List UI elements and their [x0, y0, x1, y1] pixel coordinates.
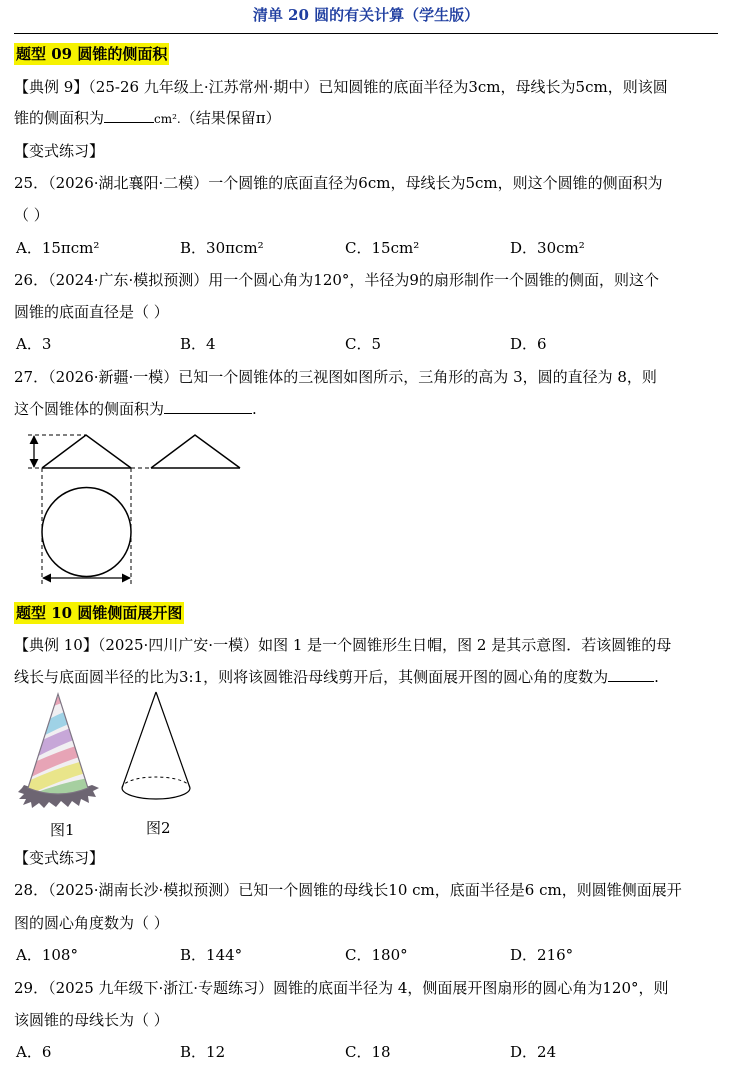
q27-period: . — [252, 400, 257, 418]
example-10-line2 — [14, 667, 659, 687]
example-9-line2 — [14, 108, 281, 129]
q26-choice-d: D．6 — [510, 335, 547, 353]
answer-blank — [104, 108, 154, 123]
q29-choice-c: C．18 — [345, 1043, 391, 1061]
answer-blank — [608, 667, 654, 682]
q28-line2: 图的圆心角度数为（ ） — [14, 914, 169, 932]
top-view-circle — [42, 488, 131, 577]
example-9-text: 锥的侧面积为 — [14, 109, 105, 127]
q25-choice-b: B．30πcm² — [180, 239, 264, 257]
q29-choice-d: D．24 — [510, 1043, 557, 1061]
example-10-period: . — [654, 668, 659, 686]
figure-2-caption: 图2 — [146, 819, 171, 837]
section-10-title: 题型 10 圆锥侧面展开图 — [16, 604, 183, 622]
cone-left-edge — [122, 692, 156, 788]
q26-line1: 26．（2024·广东·模拟预测）用一个圆心角为120°，半径为9的扇形制作一个圆锥的侧面，则这个 — [14, 271, 659, 289]
q26-choice-a: A．3 — [16, 335, 52, 353]
example-9-note: （结果保留π） — [180, 109, 281, 127]
q28-line1: 28．（2025·湖南长沙·模拟预测）已知一个圆锥的母线长10 cm，底面半径是6 cm，则圆锥侧面展开 — [14, 881, 682, 899]
unit-text: cm². — [154, 112, 181, 126]
birthday-hat-illustration — [16, 692, 100, 808]
three-view-figure — [20, 430, 240, 590]
front-view-triangle — [42, 435, 131, 468]
q29-choice-a: A．6 — [16, 1043, 52, 1061]
q25-choice-a: A．15πcm² — [16, 239, 100, 257]
cone-base-back — [122, 777, 190, 788]
cone-diagram — [120, 690, 192, 818]
q26-choice-b: B．4 — [180, 335, 216, 353]
example-10-line1: 【典例 10】（2025·四川广安·一模）如图 1 是一个圆锥形生日帽，图 2 是其示意图．若该圆锥的母 — [14, 636, 672, 654]
q27-line2 — [14, 399, 257, 419]
q28-choice-d: D．216° — [510, 946, 574, 964]
q29-line2: 该圆锥的母线长为（ ） — [14, 1011, 169, 1029]
answer-blank — [164, 399, 252, 414]
figure-1-caption: 图1 — [50, 821, 75, 839]
page-header — [14, 3, 718, 34]
q27-text: 这个圆锥体的侧面积为 — [14, 400, 165, 418]
practice-label: 【变式练习】 — [14, 849, 105, 867]
q25-choice-d: D．30cm² — [510, 239, 585, 257]
q25-line2: （ ） — [14, 206, 49, 224]
q25-line1: 25．（2026·湖北襄阳·二模）一个圆锥的底面直径为6cm，母线长为5cm，则这个圆锥的侧面积为 — [14, 174, 663, 192]
q27-line1: 27．（2026·新疆·一模）已知一个圆锥体的三视图如图所示，三角形的高为 3，圆的直径为 8，则 — [14, 368, 657, 386]
q29-line1: 29．（2025 九年级下·浙江·专题练习）圆锥的底面半径为 4，侧面展开图扇形的圆心角为120°，则 — [14, 979, 669, 997]
page-title: 清单 20 圆的有关计算（学生版） — [252, 6, 480, 24]
q26-line2: 圆锥的底面直径是（ ） — [14, 303, 169, 321]
example-10-text: 线长与底面圆半径的比为3:1，则将该圆锥沿母线剪开后，其侧面展开图的圆心角的度数为 — [14, 668, 609, 686]
practice-label: 【变式练习】 — [14, 142, 105, 160]
cone-right-edge — [156, 692, 190, 788]
q29-choice-b: B．12 — [180, 1043, 226, 1061]
q28-choice-c: C．180° — [345, 946, 408, 964]
q26-choice-c: C．5 — [345, 335, 382, 353]
q28-choice-b: B．144° — [180, 946, 243, 964]
q25-choice-c: C．15cm² — [345, 239, 420, 257]
q28-choice-a: A．108° — [16, 946, 78, 964]
example-9-line1: 【典例 9】（25-26 九年级上·江苏常州·期中）已知圆锥的底面半径为3cm，母线长为5cm，则该圆 — [14, 78, 668, 96]
side-view-triangle — [151, 435, 240, 468]
section-09-title: 题型 09 圆锥的侧面积 — [16, 45, 168, 63]
cone-base-front — [122, 788, 190, 799]
